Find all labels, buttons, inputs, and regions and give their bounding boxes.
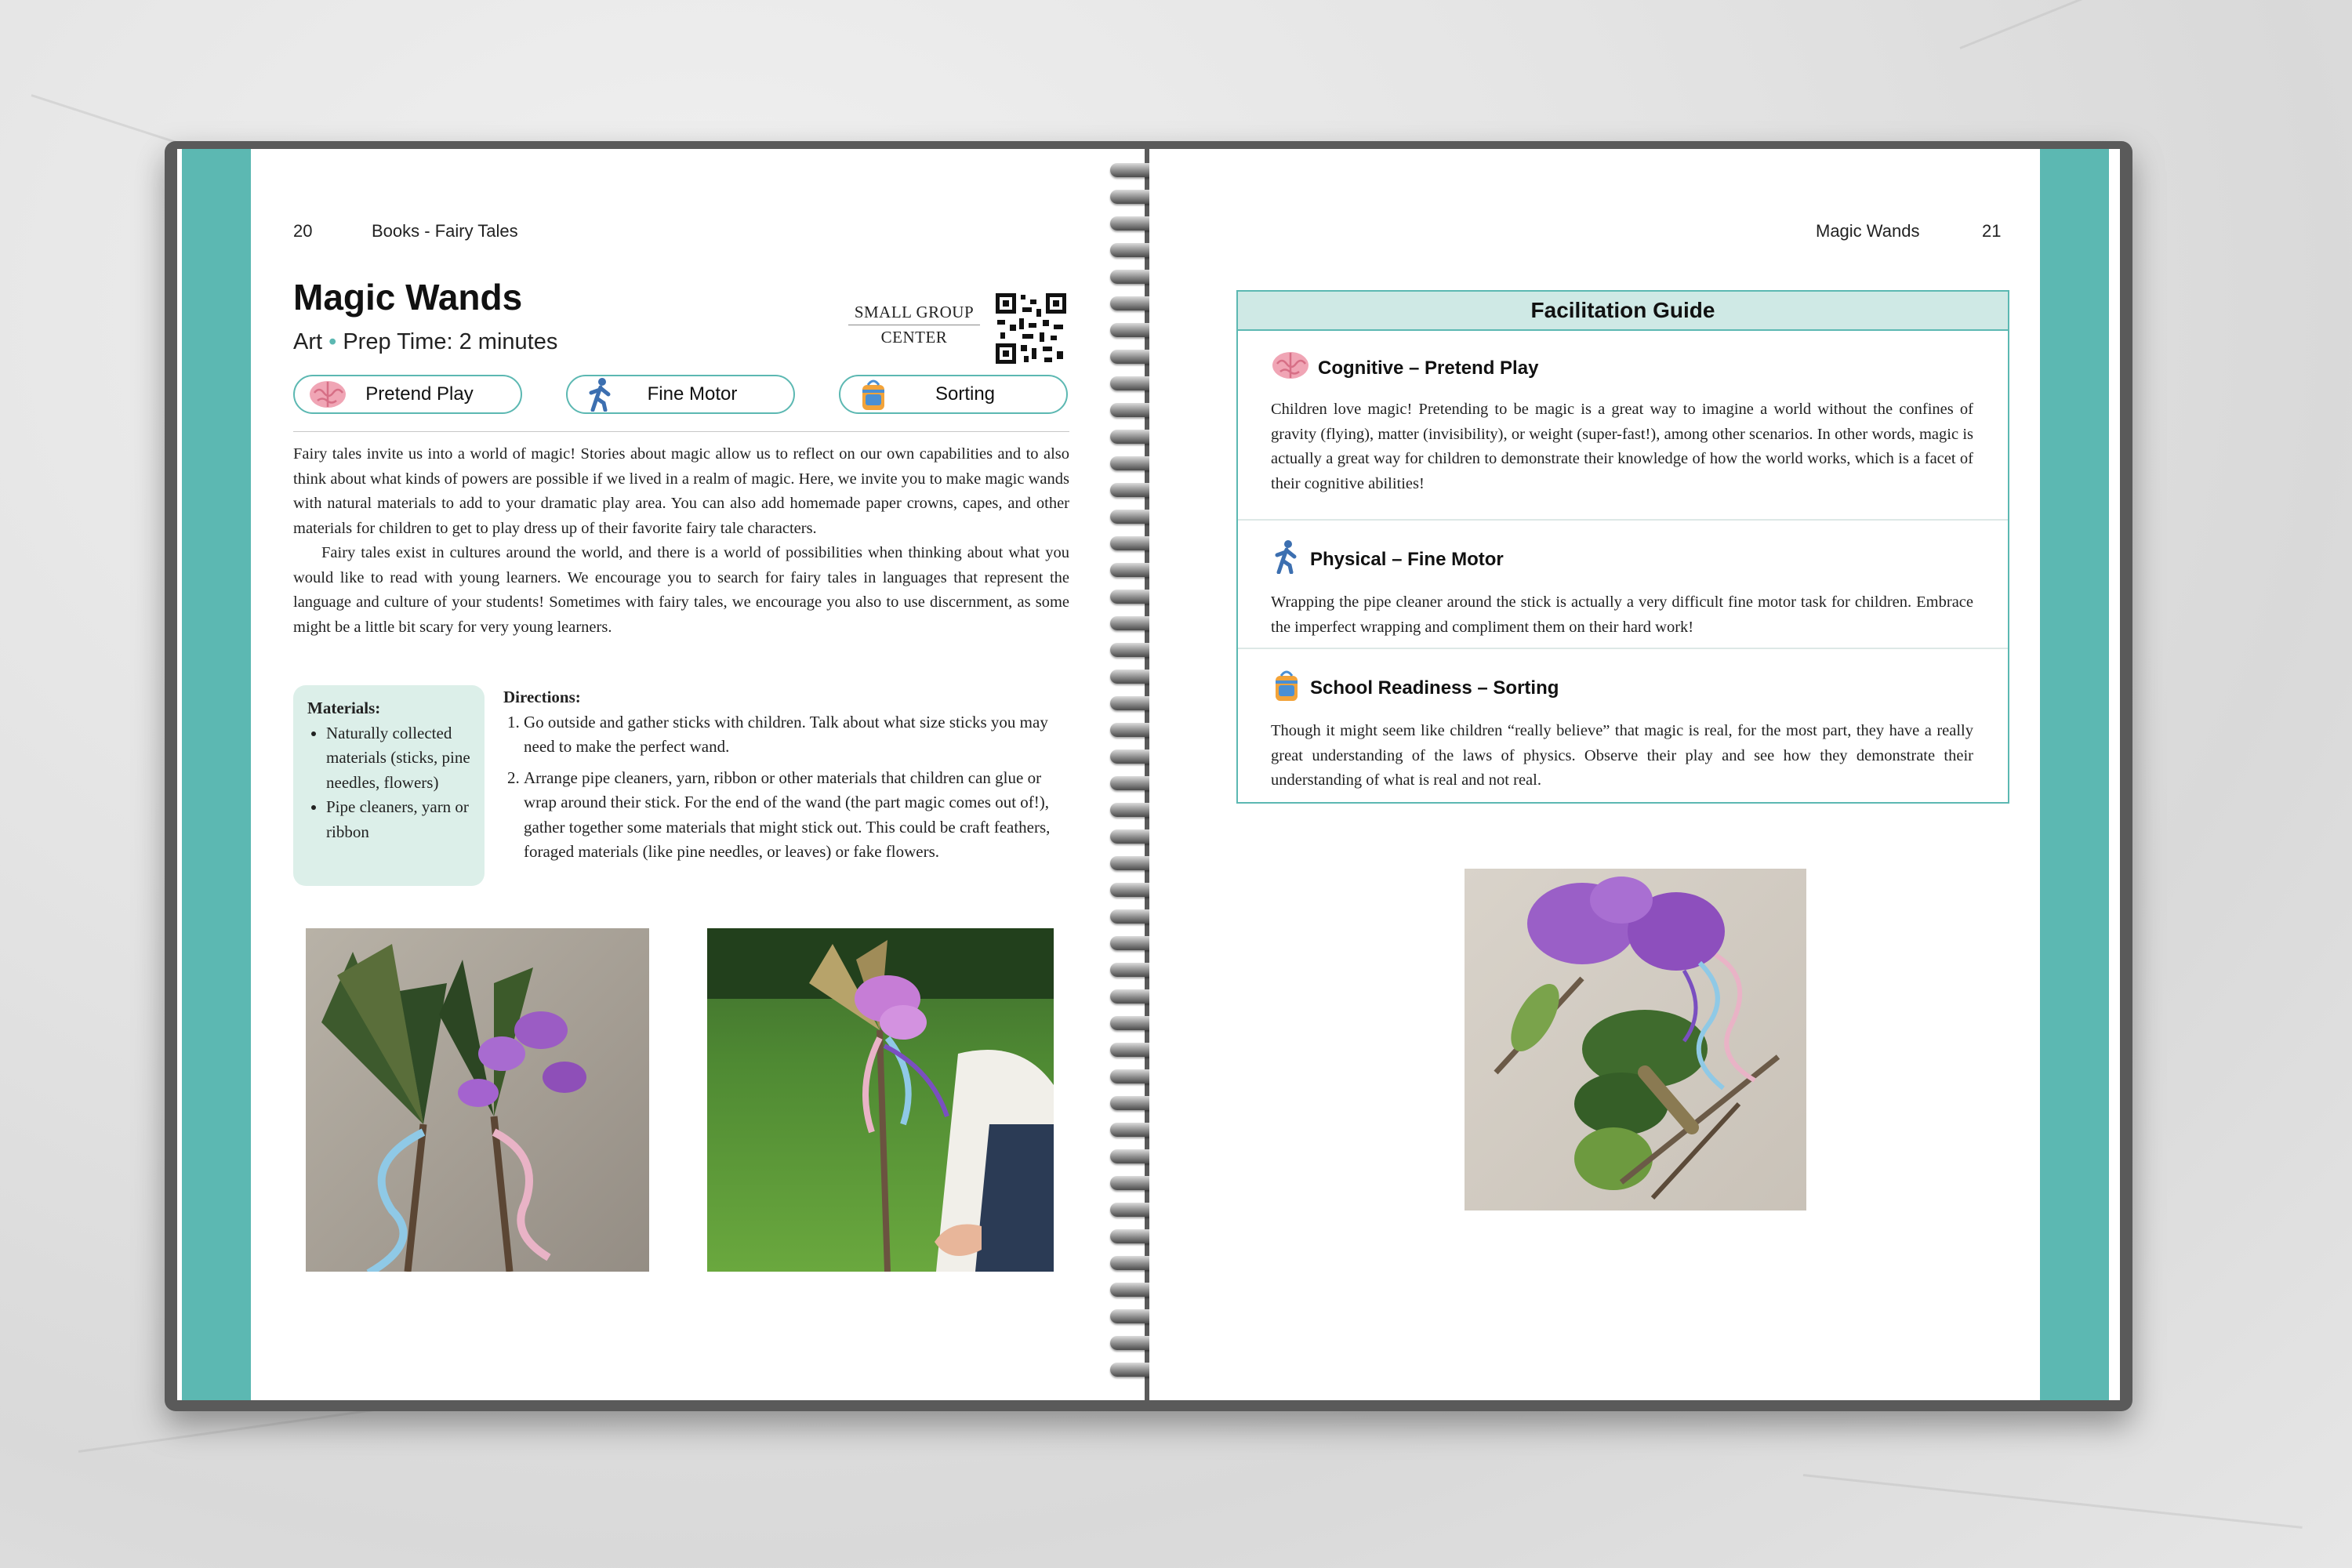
group-type-label: [848, 303, 980, 347]
direction-step: 2. Arrange pipe cleaners, yarn, ribbon or other materials that children can glue or wrap around their stick. For the end of the wand (the part magic comes out of!), gather together some materials that might stick out. This could be craft feathers, foraged materials (like pine needles, or leaves) or fake flowers.: [524, 766, 1071, 865]
left-teal-strip: [182, 149, 251, 1400]
marble-vein: [1803, 1474, 2303, 1529]
section-text: Wrapping the pipe cleaner around the stick is actually a very difficult fine motor task for children. Embrace the imperfect wrapping and compliment them on their hard work!: [1271, 593, 1973, 636]
section-title-text: Physical – Fine Motor: [1310, 548, 1504, 570]
materials-list: [307, 721, 470, 845]
tag-label: Sorting: [935, 383, 996, 405]
facilitation-guide: [1236, 290, 2009, 804]
group-line-2: CENTER: [880, 328, 948, 347]
section-title: [1271, 668, 1973, 708]
materials-heading: Materials:: [307, 699, 381, 717]
prep-time: Prep Time: 2 minutes: [343, 329, 558, 354]
page-number-left: 20: [293, 221, 313, 241]
page-title: Magic Wands: [293, 277, 523, 318]
brain-icon: [1271, 350, 1310, 387]
intro-paragraph-1: Fairy tales invite us into a world of magic! Stories about magic allow us to reflect on our own capabilities and to also think about what kinds of powers are possible if we lived in a realm of magic. Here, we invite you to make magic wands with natural materials to add to your dramatic play area. You can also add homemade paper crowns, capes, and other materials for children to get to play dress up of their favorite fairy tale characters.: [293, 445, 1069, 537]
section-title: [1271, 350, 1973, 387]
divider: [293, 431, 1069, 432]
tag-pretend-play[interactable]: [293, 375, 522, 414]
photo-wands-on-wall: [306, 928, 649, 1272]
tag-fine-motor[interactable]: [566, 375, 795, 414]
directions-heading: Directions:: [503, 688, 581, 706]
section-text: Children love magic! Pretending to be magic is a great way to imagine a world without the confines of gravity (flying), matter (invisibility), or weight (super-fast!), among other scenarios. In other words, magic is actually a great way for children to demonstrate their knowledge of how the world works, which is a facet of their cognitive abilities!: [1271, 401, 1973, 492]
marble-vein: [1959, 0, 2266, 49]
guide-section-cognitive: [1238, 331, 2008, 521]
section-title-text: Cognitive – Pretend Play: [1318, 357, 1539, 379]
brain-icon: [306, 379, 350, 410]
materials-item: • Pipe cleaners, yarn or ribbon: [326, 795, 470, 844]
materials-box: [293, 685, 485, 886]
guide-section-school-readiness: [1238, 649, 2008, 802]
section-text: Though it might seem like children “really believe” that magic is real, for the most part, they have a really great understanding of the laws of physics. Observe their play and see how they demonstrate their understanding of what is real and not real.: [1271, 722, 1973, 789]
backpack-icon: [851, 377, 895, 412]
intro-text: [293, 442, 1069, 640]
guide-title: Facilitation Guide: [1238, 292, 2008, 331]
section-header-left: Books - Fairy Tales: [372, 221, 518, 241]
qr-code[interactable]: [996, 293, 1066, 364]
materials-item: • Naturally collected materials (sticks, pine needles, flowers): [326, 721, 470, 796]
group-line-1: SMALL GROUP: [854, 303, 975, 321]
directions-list: [503, 710, 1071, 865]
subject-label: Art: [293, 329, 323, 354]
tag-label: Pretend Play: [365, 383, 474, 405]
section-header-right: Magic Wands: [1816, 221, 1920, 241]
section-title: [1271, 539, 1973, 579]
page-number-right: 21: [1982, 221, 2002, 241]
right-teal-strip: [2040, 149, 2109, 1400]
separator-dot: •: [328, 329, 337, 354]
walking-figure-icon: [579, 377, 622, 412]
backpack-icon: [1271, 668, 1302, 708]
walking-figure-icon: [1271, 539, 1302, 579]
direction-step: 1. Go outside and gather sticks with children. Talk about what size sticks you may need to make the perfect wand.: [524, 710, 1071, 760]
intro-paragraph-2: Fairy tales exist in cultures around the world, and there is a world of possibilities when thinking about what you would like to read with young learners. We encourage you to search for fairy tales in languages that represent the language and culture of your students! Sometimes with fairy tales, we encourage you also to use discernment, as some might be a little bit scary for very young learners.: [293, 544, 1069, 636]
photo-child-with-wand: [707, 928, 1054, 1272]
left-page: [177, 149, 1145, 1400]
tag-sorting[interactable]: [839, 375, 1068, 414]
tag-label: Fine Motor: [647, 383, 738, 405]
section-title-text: School Readiness – Sorting: [1310, 677, 1559, 699]
photo-natural-materials: [1465, 869, 1806, 1210]
directions: [503, 685, 1071, 871]
page-subtitle: [293, 329, 557, 355]
guide-section-physical: [1238, 521, 2008, 649]
